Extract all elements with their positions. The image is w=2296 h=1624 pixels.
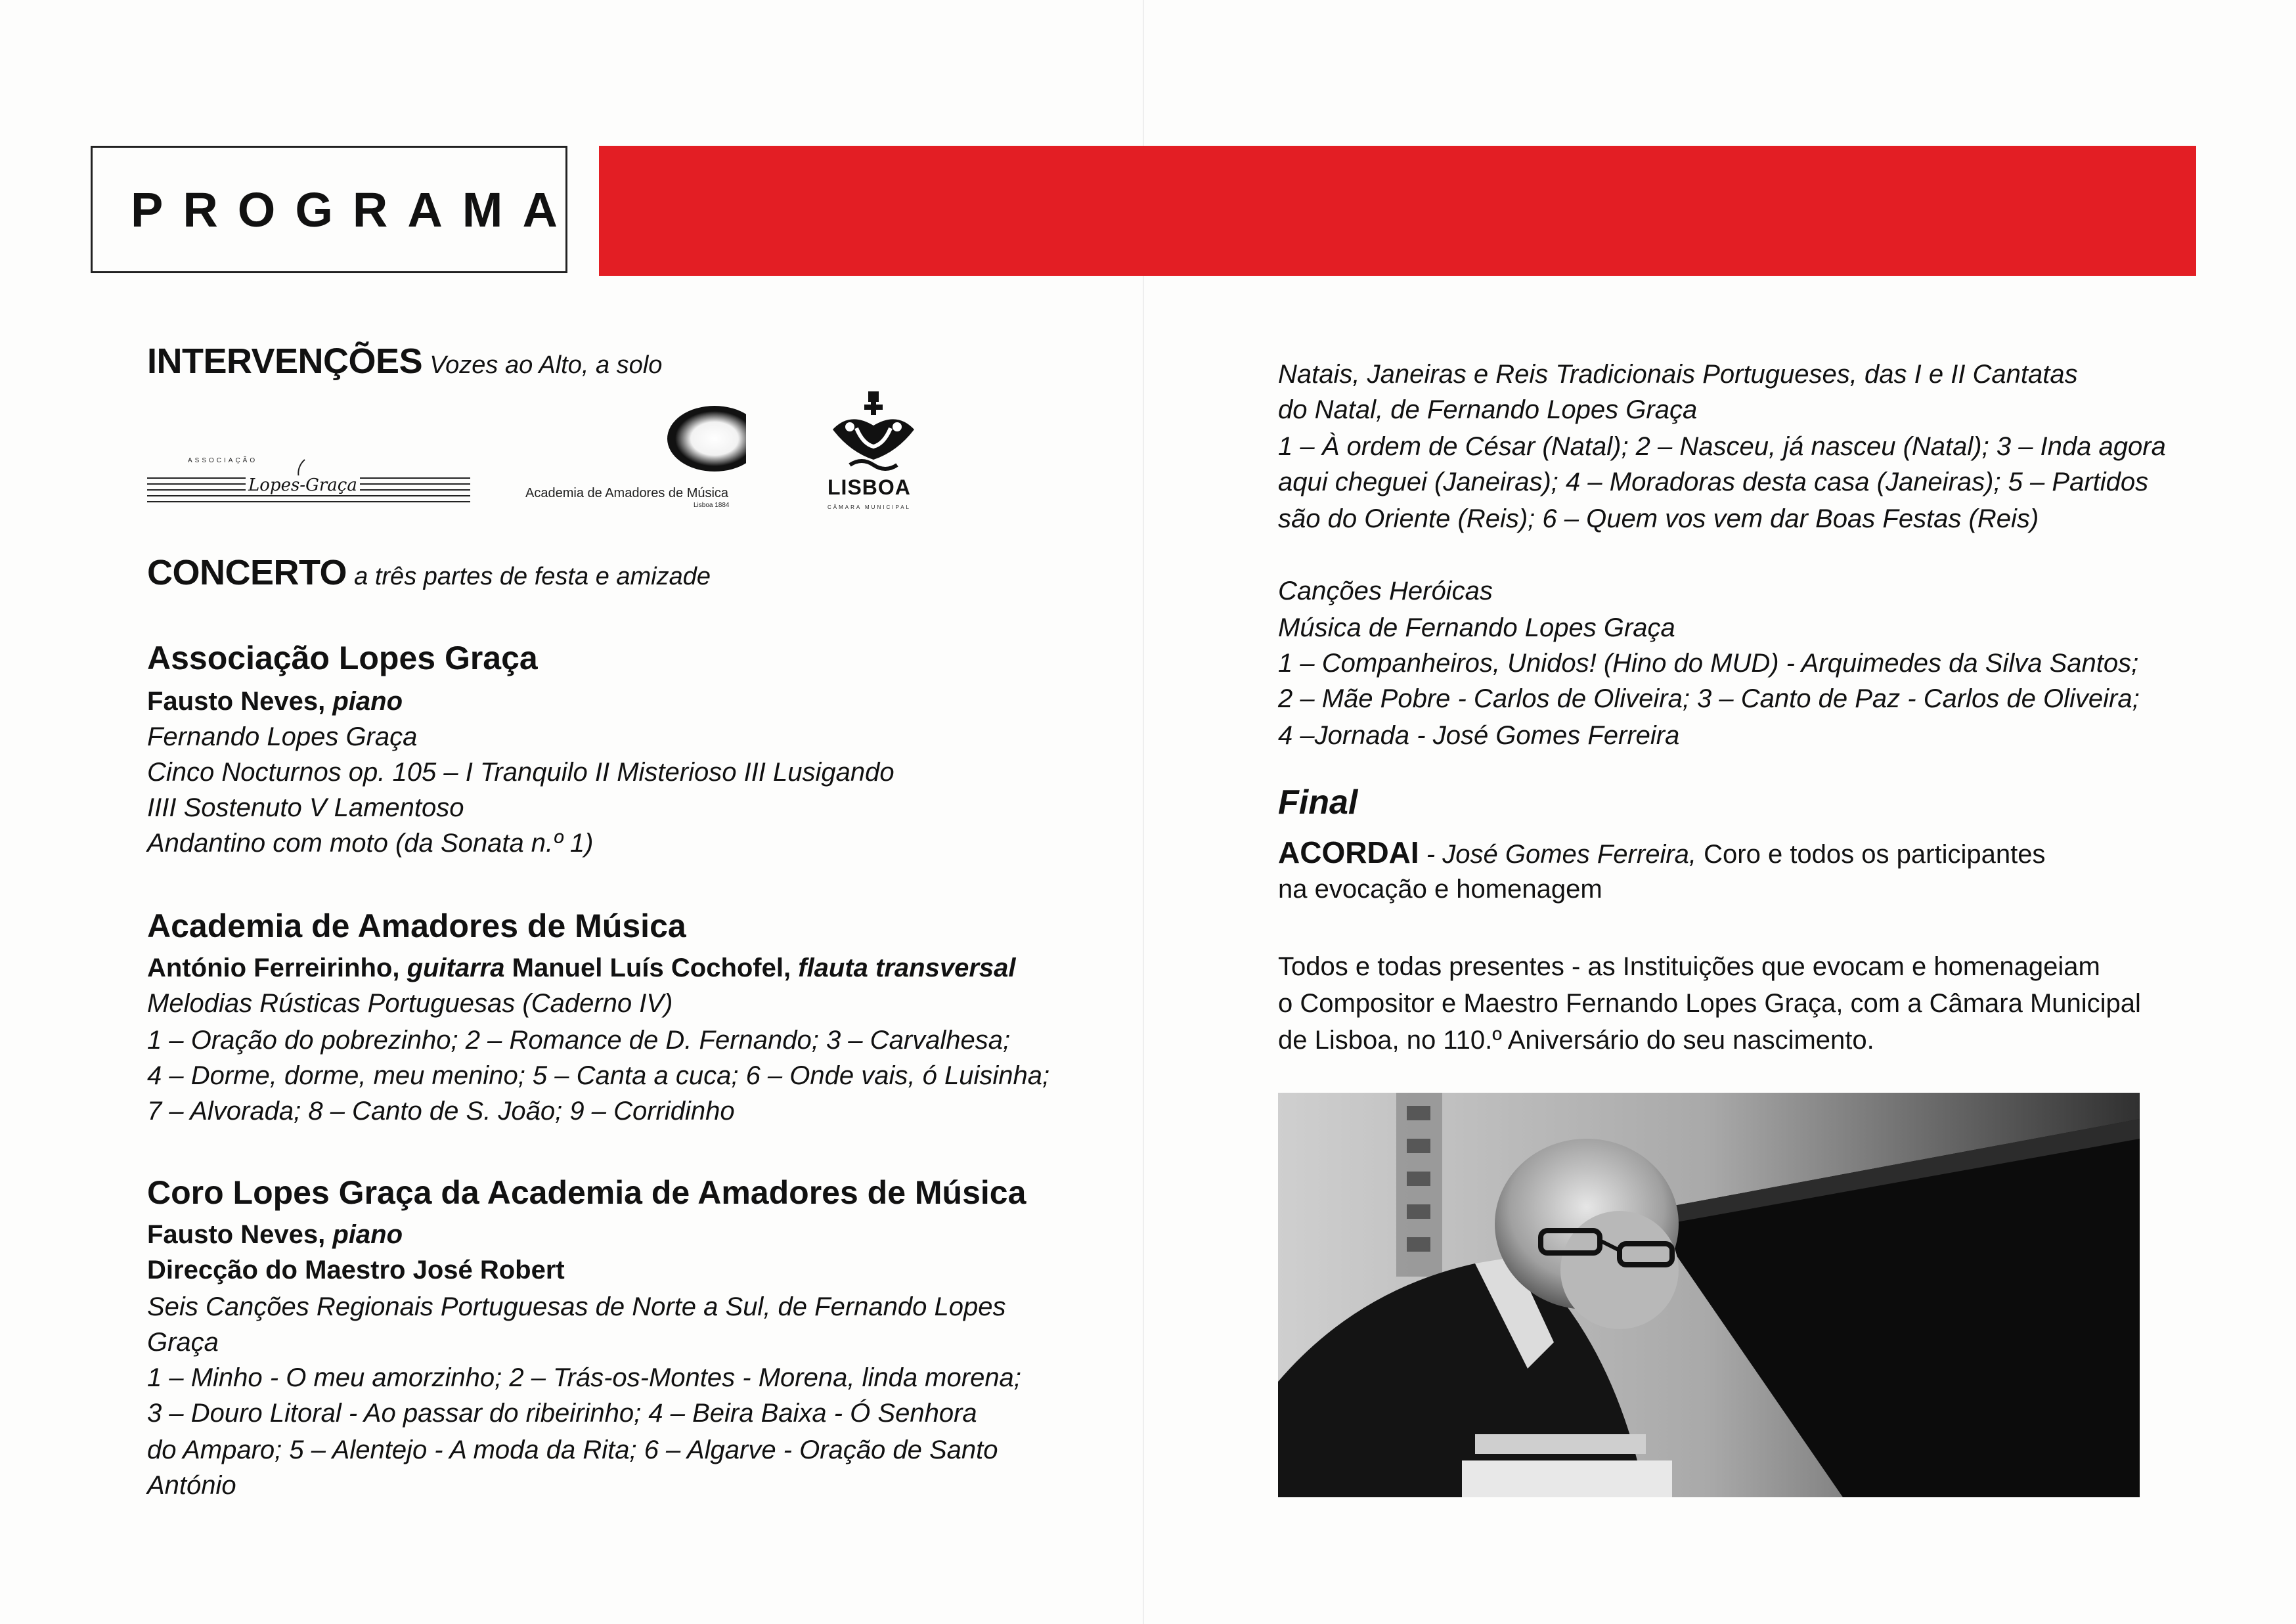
lisboa-logo-name: LISBOA [828, 475, 911, 499]
natais-line: são do Oriente (Reis); 6 – Quem vos vem dar Boas Festas (Reis) [1278, 504, 2039, 533]
lisboa-camara-logo [824, 389, 923, 517]
part3-line: António [147, 1471, 236, 1500]
part3-title: Coro Lopes Graça da Academia de Amadores de Música [147, 1174, 1027, 1211]
associacao-signature: Lopes-Graça [246, 475, 360, 495]
natais-line: 1 – À ordem de César (Natal); 2 – Nasceu, já nasceu (Natal); 3 – Inda agora [1278, 432, 2166, 461]
part2-performer1-name: António Ferreirinho, [147, 954, 400, 982]
acordai-line2: na evocação e homenagem [1278, 875, 1602, 904]
part2-performer2-instrument: flauta transversal [798, 954, 1016, 982]
intervencoes-heading: INTERVENÇÕES [147, 341, 423, 381]
part2-line: Melodias Rústicas Portuguesas (Caderno IV) [147, 989, 673, 1018]
heroicas-line: 1 – Companheiros, Unidos! (Hino do MUD) - Arquimedes da Silva Santos; [1278, 649, 2139, 678]
pianist-photo-graphic [1278, 1093, 2140, 1497]
part1-line: Andantino com moto (da Sonata n.º 1) [147, 829, 594, 858]
programme-title-box [91, 146, 577, 273]
part3-director: Direcção do Maestro José Robert [147, 1256, 565, 1284]
concerto-heading: CONCERTO [147, 553, 347, 592]
part2-line: 4 – Dorme, dorme, meu menino; 5 – Canta a cuca; 6 – Onde vais, ó Luisinha; [147, 1061, 1050, 1090]
natais-line: aqui cheguei (Janeiras); 4 – Moradoras desta casa (Janeiras); 5 – Partidos [1278, 468, 2149, 496]
academia-amadores-logo [523, 402, 746, 515]
part2-title: Academia de Amadores de Música [147, 908, 686, 944]
concerto-note: a três partes de festa e amizade [354, 563, 711, 590]
acordai-author: - José Gomes Ferreira, [1426, 840, 1697, 869]
academia-disc-icon [523, 402, 746, 474]
part1-performer-instrument: piano [332, 687, 403, 716]
part3-performer [147, 1216, 403, 1253]
lisboa-ship-icon [824, 389, 923, 474]
acordai-rest: Coro e todos os participantes [1704, 840, 2046, 869]
part2-performer2-name: Manuel Luís Cochofel, [512, 954, 791, 982]
acordai-title: ACORDAI [1278, 835, 1419, 869]
heroicas-line: Canções Heróicas [1278, 577, 1493, 605]
associacao-logo-small-text: ASSOCIAÇÃO [188, 457, 258, 464]
part3-line: Seis Canções Regionais Portuguesas de Norte a Sul, de Fernando Lopes [147, 1292, 1006, 1321]
part2-performer1-instrument: guitarra [407, 954, 505, 982]
natais-line: Natais, Janeiras e Reis Tradicionais Portugueses, das I e II Cantatas [1278, 360, 2078, 389]
part3-line: do Amparo; 5 – Alentejo - A moda da Rita; 6 – Algarve - Oração de Santo [147, 1436, 998, 1464]
associacao-lopes-graca-logo [147, 453, 470, 510]
academia-logo-caption: Academia de Amadores de Música [525, 486, 729, 500]
red-header-band [599, 146, 2196, 276]
part2-line: 7 – Alvorada; 8 – Canto de S. João; 9 – Corridinho [147, 1097, 735, 1126]
part3-line: Graça [147, 1328, 219, 1357]
closing-line: de Lisboa, no 110.º Aniversário do seu nascimento. [1278, 1026, 1874, 1055]
heroicas-line: 2 – Mãe Pobre - Carlos de Oliveira; 3 – Canto de Paz - Carlos de Oliveira; [1278, 684, 2140, 713]
part3-line: 3 – Douro Litoral - Ao passar do ribeirinho; 4 – Beira Baixa - Ó Senhora [147, 1399, 977, 1428]
academia-logo-subcaption: Lisboa 1884 [694, 502, 730, 509]
part3-performer-name: Fausto Neves, [147, 1220, 326, 1249]
part3-performer-instrument: piano [332, 1220, 403, 1249]
acordai-line [1278, 834, 2045, 873]
natais-line: do Natal, de Fernando Lopes Graça [1278, 395, 1698, 424]
heroicas-line: 4 –Jornada - José Gomes Ferreira [1278, 721, 1680, 750]
part1-performer-name: Fausto Neves, [147, 687, 326, 716]
part3-line: 1 – Minho - O meu amorzinho; 2 – Trás-os-Montes - Morena, linda morena; [147, 1363, 1021, 1392]
part1-title: Associação Lopes Graça [147, 640, 538, 676]
intervencoes-note: Vozes ao Alto, a solo [430, 351, 663, 379]
lisboa-logo-sub: CÂMARA MUNICIPAL [828, 504, 911, 510]
pianist-photo [1278, 1093, 2140, 1497]
closing-line: Todos e todas presentes - as Instituições que evocam e homenageiam [1278, 952, 2100, 981]
part1-performer [147, 683, 403, 720]
part2-performers [147, 950, 1016, 986]
programme-title: PROGRAMA [131, 182, 577, 237]
intervencoes-line [147, 343, 662, 384]
closing-line: o Compositor e Maestro Fernando Lopes Graça, com a Câmara Municipal [1278, 989, 2141, 1018]
final-heading: Final [1278, 783, 1358, 822]
concerto-line [147, 554, 711, 595]
part1-line: IIII Sostenuto V Lamentoso [147, 793, 464, 822]
part1-line: Cinco Nocturnos op. 105 – I Tranquilo II Misterioso III Lusigando [147, 758, 894, 787]
part1-line: Fernando Lopes Graça [147, 722, 418, 751]
part2-line: 1 – Oração do pobrezinho; 2 – Romance de D. Fernando; 3 – Carvalhesa; [147, 1026, 1011, 1055]
heroicas-line: Música de Fernando Lopes Graça [1278, 613, 1675, 642]
